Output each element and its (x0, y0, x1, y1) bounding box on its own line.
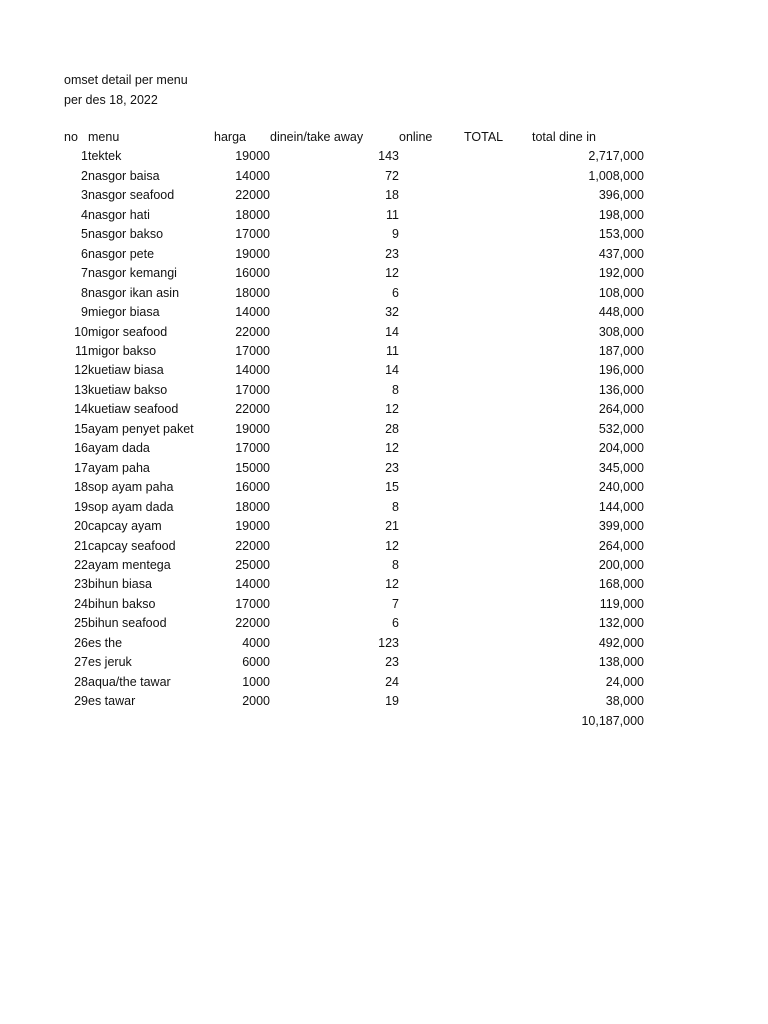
cell-harga: 17000 (235, 343, 270, 358)
cell-harga: 14000 (235, 577, 270, 592)
cell-total (464, 323, 532, 342)
cell-no: 22 (74, 557, 88, 572)
cell-menu: es jeruk (88, 655, 132, 670)
cell-no: 6 (81, 246, 88, 261)
table-row (64, 245, 644, 264)
cell-online (399, 673, 464, 692)
cell-dinein: 8 (392, 382, 399, 397)
cell-online (399, 653, 464, 672)
column-header-dinein: dinein/take away (270, 130, 364, 144)
cell-total (464, 420, 532, 439)
cell-menu: nasgor ikan asin (88, 285, 180, 300)
cell-total-dine-in: 204,000 (598, 441, 644, 456)
cell-dinein: 32 (385, 305, 399, 320)
cell-online (399, 634, 464, 653)
cell-harga: 19000 (235, 246, 270, 261)
cell-total-dine-in: 119,000 (599, 596, 644, 611)
cell-menu: bihun biasa (88, 577, 152, 592)
table-row (64, 225, 644, 244)
cell-dinein: 14 (385, 324, 399, 339)
cell-harga: 16000 (235, 266, 270, 281)
cell-menu: migor bakso (88, 343, 157, 358)
cell-dinein: 9 (392, 227, 399, 242)
cell-harga: 25000 (235, 557, 270, 572)
cell-no: 18 (74, 480, 88, 495)
cell-menu: nasgor kemangi (88, 266, 177, 281)
cell-total-dine-in: 108,000 (598, 285, 644, 300)
cell-menu: miegor biasa (88, 305, 160, 320)
cell-menu: aqua/the tawar (88, 674, 171, 689)
table-row (64, 323, 644, 342)
cell-total (464, 264, 532, 283)
cell-total-dine-in: 437,000 (598, 246, 644, 261)
cell-menu: nasgor baisa (88, 168, 160, 183)
cell-menu: tektek (88, 149, 122, 164)
cell-no: 16 (74, 441, 88, 456)
report-title: omset detail per menu (64, 73, 188, 87)
cell-harga: 14000 (235, 363, 270, 378)
cell-online (399, 342, 464, 361)
cell-online (399, 420, 464, 439)
cell-harga: 19000 (235, 149, 270, 164)
cell-no: 15 (74, 421, 88, 436)
cell-harga: 2000 (242, 694, 270, 709)
cell-online (399, 614, 464, 633)
column-header-online: online (399, 130, 433, 144)
cell-total-dine-in: 264,000 (598, 402, 644, 417)
cell-total-dine-in: 1,008,000 (588, 168, 644, 183)
cell-no: 10 (74, 324, 88, 339)
cell-total-dine-in: 345,000 (598, 460, 644, 475)
cell-online (399, 225, 464, 244)
cell-menu: bihun bakso (88, 596, 156, 611)
cell-menu: sop ayam dada (88, 499, 174, 514)
table-row (64, 361, 644, 380)
table-row (64, 284, 644, 303)
cell-total-dine-in: 38,000 (605, 694, 644, 709)
cell-online (399, 361, 464, 380)
cell-no: 27 (74, 655, 88, 670)
cell-menu: kuetiaw bakso (88, 382, 168, 397)
table-row (64, 459, 644, 478)
cell-harga: 17000 (235, 382, 270, 397)
cell-total (464, 498, 532, 517)
cell-no: 9 (81, 305, 88, 320)
cell-no: 19 (74, 499, 88, 514)
cell-dinein: 143 (378, 149, 399, 164)
cell-total (464, 147, 532, 166)
cell-online (399, 206, 464, 225)
cell-total-dine-in: 532,000 (598, 421, 644, 436)
table-row (64, 614, 644, 633)
cell-total-dine-in: 396,000 (598, 188, 644, 203)
table-row (64, 264, 644, 283)
column-header-no: no (64, 130, 78, 144)
cell-menu: capcay ayam (88, 519, 162, 534)
cell-total (464, 167, 532, 186)
cell-total-dine-in: 136,000 (598, 382, 644, 397)
cell-total-dine-in: 24,000 (605, 674, 644, 689)
cell-dinein: 19 (385, 694, 399, 709)
cell-online (399, 575, 464, 594)
cell-harga: 1000 (242, 674, 270, 689)
cell-dinein: 12 (385, 441, 399, 456)
cell-no: 21 (74, 538, 88, 553)
cell-no: 29 (74, 694, 88, 709)
cell-no: 1 (81, 149, 88, 164)
cell-total-dine-in: 138,000 (598, 655, 644, 670)
table-header-row (64, 128, 644, 147)
cell-online (399, 439, 464, 458)
cell-online (399, 595, 464, 614)
cell-no: 24 (74, 596, 88, 611)
table-row (64, 673, 644, 692)
cell-total-dine-in: 168,000 (598, 577, 644, 592)
table-row (64, 517, 644, 536)
cell-online (399, 303, 464, 322)
table-row (64, 498, 644, 517)
cell-total (464, 614, 532, 633)
cell-total (464, 459, 532, 478)
cell-no: 11 (75, 343, 88, 358)
table-row (64, 634, 644, 653)
cell-total (464, 245, 532, 264)
cell-total (464, 400, 532, 419)
cell-no: 28 (74, 674, 88, 689)
table-row (64, 478, 644, 497)
cell-total (464, 653, 532, 672)
report-header (64, 70, 188, 110)
table-row (64, 342, 644, 361)
cell-menu: nasgor seafood (88, 188, 175, 203)
cell-no: 23 (74, 577, 88, 592)
table-row (64, 653, 644, 672)
cell-harga: 15000 (235, 460, 270, 475)
cell-total (464, 575, 532, 594)
cell-total (464, 361, 532, 380)
cell-total (464, 595, 532, 614)
column-header-harga: harga (214, 130, 246, 144)
cell-online (399, 556, 464, 575)
cell-online (399, 478, 464, 497)
cell-menu: ayam mentega (88, 557, 171, 572)
cell-total-dine-in: 399,000 (598, 519, 644, 534)
cell-online (399, 245, 464, 264)
cell-no: 13 (74, 382, 88, 397)
cell-harga: 6000 (242, 655, 270, 670)
cell-dinein: 11 (386, 207, 399, 222)
cell-online (399, 167, 464, 186)
cell-dinein: 123 (378, 635, 399, 650)
cell-total (464, 186, 532, 205)
column-header-menu: menu (88, 130, 120, 144)
cell-dinein: 18 (385, 188, 399, 203)
cell-harga: 19000 (235, 519, 270, 534)
table-row (64, 595, 644, 614)
cell-harga: 18000 (235, 207, 270, 222)
cell-total (464, 303, 532, 322)
cell-no: 20 (74, 519, 88, 534)
cell-harga: 22000 (235, 402, 270, 417)
table-row (64, 556, 644, 575)
cell-dinein: 12 (385, 266, 399, 281)
cell-online (399, 284, 464, 303)
cell-online (399, 147, 464, 166)
cell-total-dine-in: 492,000 (598, 635, 644, 650)
cell-harga: 19000 (235, 421, 270, 436)
cell-dinein: 6 (392, 616, 399, 631)
cell-menu: capcay seafood (88, 538, 176, 553)
cell-total (464, 537, 532, 556)
cell-total (464, 225, 532, 244)
table-body (64, 147, 644, 711)
table-row (64, 439, 644, 458)
cell-online (399, 498, 464, 517)
cell-online (399, 517, 464, 536)
cell-no: 3 (81, 188, 88, 203)
cell-dinein: 23 (385, 460, 399, 475)
cell-dinein: 11 (386, 343, 399, 358)
cell-menu: migor seafood (88, 324, 168, 339)
cell-total-dine-in: 196,000 (598, 363, 644, 378)
cell-harga: 22000 (235, 324, 270, 339)
grand-total-row (64, 712, 644, 731)
table-row (64, 186, 644, 205)
cell-menu: es the (88, 635, 123, 650)
cell-total-dine-in: 132,000 (598, 616, 644, 631)
table-row (64, 400, 644, 419)
cell-harga: 14000 (235, 168, 270, 183)
cell-no: 12 (74, 363, 88, 378)
cell-total (464, 478, 532, 497)
cell-total-dine-in: 144,000 (598, 499, 644, 514)
cell-harga: 17000 (235, 596, 270, 611)
cell-no: 17 (74, 460, 88, 475)
cell-total-dine-in: 198,000 (598, 207, 644, 222)
cell-total-dine-in: 200,000 (598, 557, 644, 572)
cell-online (399, 459, 464, 478)
cell-dinein: 23 (385, 655, 399, 670)
cell-dinein: 14 (385, 363, 399, 378)
cell-harga: 4000 (242, 635, 270, 650)
cell-dinein: 7 (392, 596, 399, 611)
table-row (64, 206, 644, 225)
cell-total (464, 692, 532, 711)
cell-total (464, 381, 532, 400)
cell-harga: 17000 (235, 227, 270, 242)
cell-no: 2 (81, 168, 88, 183)
cell-harga: 22000 (235, 538, 270, 553)
cell-total-dine-in: 2,717,000 (588, 149, 644, 164)
cell-total (464, 284, 532, 303)
cell-total (464, 342, 532, 361)
cell-harga: 22000 (235, 188, 270, 203)
column-header-total: TOTAL (464, 130, 504, 144)
cell-menu: nasgor pete (88, 246, 155, 261)
cell-no: 5 (81, 227, 88, 242)
cell-menu: es tawar (88, 694, 136, 709)
cell-dinein: 23 (385, 246, 399, 261)
cell-harga: 22000 (235, 616, 270, 631)
cell-total (464, 556, 532, 575)
cell-dinein: 15 (385, 480, 399, 495)
cell-total (464, 206, 532, 225)
cell-dinein: 28 (385, 421, 399, 436)
cell-online (399, 264, 464, 283)
table-row (64, 575, 644, 594)
cell-menu: bihun seafood (88, 616, 167, 631)
cell-total-dine-in: 264,000 (598, 538, 644, 553)
table-row (64, 381, 644, 400)
cell-online (399, 381, 464, 400)
cell-dinein: 12 (385, 402, 399, 417)
cell-no: 25 (74, 616, 88, 631)
cell-no: 4 (81, 207, 88, 222)
cell-harga: 18000 (235, 499, 270, 514)
cell-total (464, 673, 532, 692)
cell-menu: ayam dada (88, 441, 150, 456)
cell-online (399, 323, 464, 342)
column-header-total-dine-in: total dine in (532, 130, 596, 144)
cell-total (464, 439, 532, 458)
cell-total-dine-in: 187,000 (598, 343, 644, 358)
cell-menu: nasgor bakso (88, 227, 164, 242)
table-row (64, 303, 644, 322)
cell-dinein: 12 (385, 538, 399, 553)
table-row (64, 167, 644, 186)
cell-dinein: 72 (385, 168, 399, 183)
grand-total-value: 10,187,000 (581, 713, 644, 728)
cell-online (399, 537, 464, 556)
table-row (64, 692, 644, 711)
cell-menu: nasgor hati (88, 207, 150, 222)
cell-total-dine-in: 448,000 (598, 305, 644, 320)
cell-menu: ayam paha (88, 460, 150, 475)
cell-no: 7 (81, 266, 88, 281)
cell-menu: kuetiaw seafood (88, 402, 179, 417)
cell-menu: ayam penyet paket (88, 421, 194, 436)
cell-dinein: 8 (392, 557, 399, 572)
cell-dinein: 8 (392, 499, 399, 514)
cell-total (464, 634, 532, 653)
cell-menu: sop ayam paha (88, 480, 174, 495)
table-row (64, 147, 644, 166)
cell-no: 8 (81, 285, 88, 300)
cell-no: 26 (74, 635, 88, 650)
cell-total-dine-in: 192,000 (598, 266, 644, 281)
cell-menu: kuetiaw biasa (88, 363, 164, 378)
cell-dinein: 12 (385, 577, 399, 592)
cell-dinein: 6 (392, 285, 399, 300)
cell-online (399, 400, 464, 419)
cell-online (399, 186, 464, 205)
cell-dinein: 21 (385, 519, 399, 534)
cell-harga: 18000 (235, 285, 270, 300)
cell-dinein: 24 (385, 674, 399, 689)
cell-total-dine-in: 240,000 (598, 480, 644, 495)
cell-harga: 14000 (235, 305, 270, 320)
cell-harga: 16000 (235, 480, 270, 495)
table-row (64, 420, 644, 439)
cell-total (464, 517, 532, 536)
report-date: per des 18, 2022 (64, 93, 158, 107)
cell-total-dine-in: 308,000 (598, 324, 644, 339)
cell-total-dine-in: 153,000 (598, 227, 644, 242)
cell-online (399, 692, 464, 711)
cell-no: 14 (74, 402, 88, 417)
sales-table (64, 128, 644, 731)
cell-harga: 17000 (235, 441, 270, 456)
table-row (64, 537, 644, 556)
